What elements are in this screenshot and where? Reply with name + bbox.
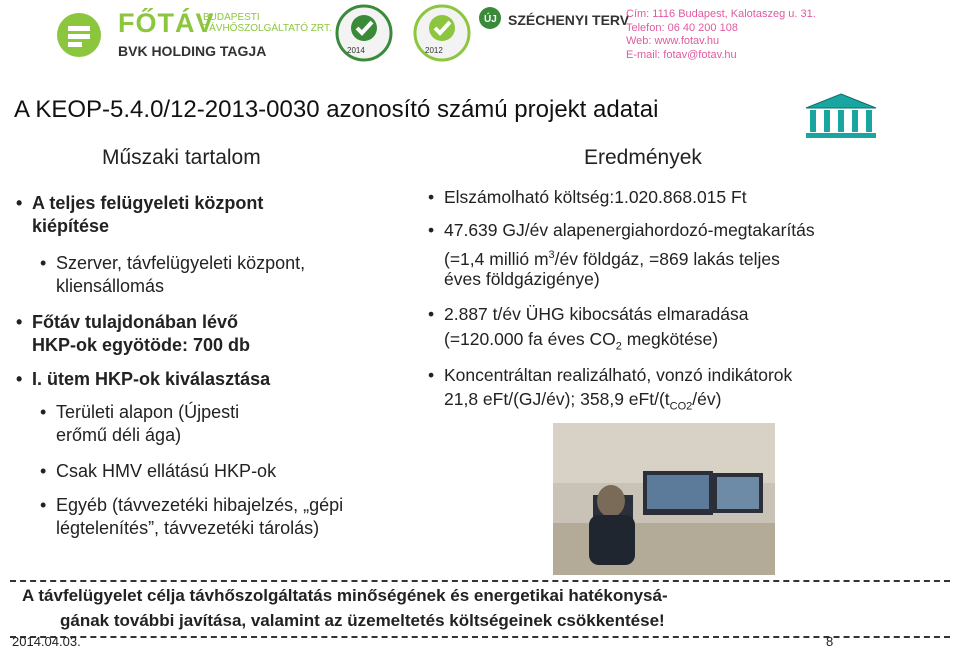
result-item-cont xyxy=(444,327,718,359)
right-heading: Eredmények xyxy=(584,146,702,169)
phone-label: Telefon: xyxy=(626,21,665,34)
list-item: • Szerver, távfelügyeleti központ, xyxy=(40,253,306,273)
list-item: • A teljes felügyeleti központ xyxy=(16,193,264,213)
address-label: Cím: xyxy=(626,8,650,20)
list-item: • Egyéb (távvezetéki hibajelzés, „gépi xyxy=(40,495,344,515)
result-item-cont xyxy=(444,387,721,419)
result-text: Elszámolható költség:1.020.868.015 Ft xyxy=(444,187,747,207)
result-text: megkötése) xyxy=(621,329,719,349)
fotav-logo-icon xyxy=(56,12,102,58)
list-item-cont: kliensállomás xyxy=(56,276,165,296)
bullet-text: Csak HMV ellátású HKP-ok xyxy=(56,461,277,481)
fotav-brand-name: FŐTÁV xyxy=(118,8,215,38)
result-text: (=120.000 fa éves CO xyxy=(444,329,616,349)
bullet-text: I. ütem HKP-ok kiválasztása xyxy=(32,369,271,389)
list-item: • I. ütem HKP-ok kiválasztása xyxy=(16,369,271,389)
bullet-text: A teljes felügyeleti központ xyxy=(32,193,264,213)
result-text: 47.639 GJ/év alapenergiahordozó-megtakarítás xyxy=(444,220,815,240)
bullet-text: Egyéb (távvezetéki hibajelzés, „gépi xyxy=(56,495,344,515)
result-item-cont: éves földgázigénye) xyxy=(444,269,600,289)
control-room-photo xyxy=(553,423,775,575)
contact-info xyxy=(626,8,816,62)
badge2-year: 2012 xyxy=(425,46,443,55)
page-title: A KEOP-5.4.0/12-2013-0030 azonosító számú projekt adatai xyxy=(14,96,659,123)
result-text: Koncentráltan realizálható, vonzó indikátorok xyxy=(444,365,793,385)
header xyxy=(0,0,960,78)
energy-award-badge-2-icon xyxy=(413,4,471,62)
conclusion-line-1: A távfelügyelet célja távhőszolgáltatás minőségének és energetikai hatékonysá- xyxy=(22,586,668,605)
email-label: E-mail: xyxy=(626,48,661,61)
email-value[interactable]: fotav@fotav.hu xyxy=(663,48,737,61)
szechenyi-terv-text: SZÉCHENYI TERV xyxy=(508,12,630,28)
bullet-text: Területi alapon (Újpesti xyxy=(56,402,240,422)
list-item-cont: légtelenítés”, távvezetéki tárolás) xyxy=(56,518,320,538)
bkv-holding-text: BVK HOLDING TAGJA xyxy=(118,43,267,59)
result-item: • 2.887 t/év ÜHG kibocsátás elmaradása xyxy=(428,304,749,324)
superscript: 3 xyxy=(548,249,555,261)
result-text: /év) xyxy=(692,389,722,409)
web-label: Web: xyxy=(626,35,652,47)
building-icon xyxy=(802,92,880,140)
web-value[interactable]: www.fotav.hu xyxy=(654,35,720,47)
page-number: 8 xyxy=(826,634,834,649)
footer-date: 2014.04.03. xyxy=(12,634,81,649)
result-text: /év földgáz, =869 lakás teljes xyxy=(554,248,780,269)
conclusion-line-2: gának további javítása, valamint az üzemeltetés költségeinek csökkentése! xyxy=(60,611,665,630)
list-item-cont: erőmű déli ága) xyxy=(56,425,182,445)
phone-value: 06 40 200 108 xyxy=(667,21,738,34)
svg-text:ÚJ: ÚJ xyxy=(484,14,497,25)
subscript: CO2 xyxy=(669,400,693,413)
badge1-year: 2014 xyxy=(347,46,365,55)
left-heading: Műszaki tartalom xyxy=(102,146,261,169)
result-text: 2.887 t/év ÜHG kibocsátás elmaradása xyxy=(444,304,749,324)
result-item: • Elszámolható költség:1.020.868.015 Ft xyxy=(428,187,747,207)
list-item-cont: kiépítése xyxy=(32,216,110,236)
result-text: (=1,4 millió m xyxy=(444,248,549,269)
address-value: 1116 Budapest, Kalotaszeg u. 31. xyxy=(652,8,816,20)
result-item: • 47.639 GJ/év alapenergiahordozó-megtakarítás xyxy=(428,220,815,240)
result-text: 21,8 eFt/(GJ/év); 358,9 eFt/(t xyxy=(444,389,670,409)
subscript: 2 xyxy=(615,340,622,353)
fotav-subtitle-1: BUDAPESTI xyxy=(203,12,260,23)
list-item: • Főtáv tulajdonában lévő xyxy=(16,312,239,332)
szechenyi-logo-icon xyxy=(478,6,502,30)
list-item-cont: HKP-ok egyötöde: 700 db xyxy=(32,335,251,355)
energy-award-badge-icon xyxy=(335,4,393,62)
bullet-text: Főtáv tulajdonában lévő xyxy=(32,312,239,332)
list-item: • Területi alapon (Újpesti xyxy=(40,402,240,422)
fotav-subtitle-2: TÁVHŐSZOLGÁLTATÓ ZRT. xyxy=(203,23,332,34)
bullet-text: Szerver, távfelügyeleti központ, xyxy=(56,253,306,273)
result-item: • Koncentráltan realizálható, vonzó indikátorok xyxy=(428,365,793,385)
list-item: • Csak HMV ellátású HKP-ok xyxy=(40,461,277,481)
